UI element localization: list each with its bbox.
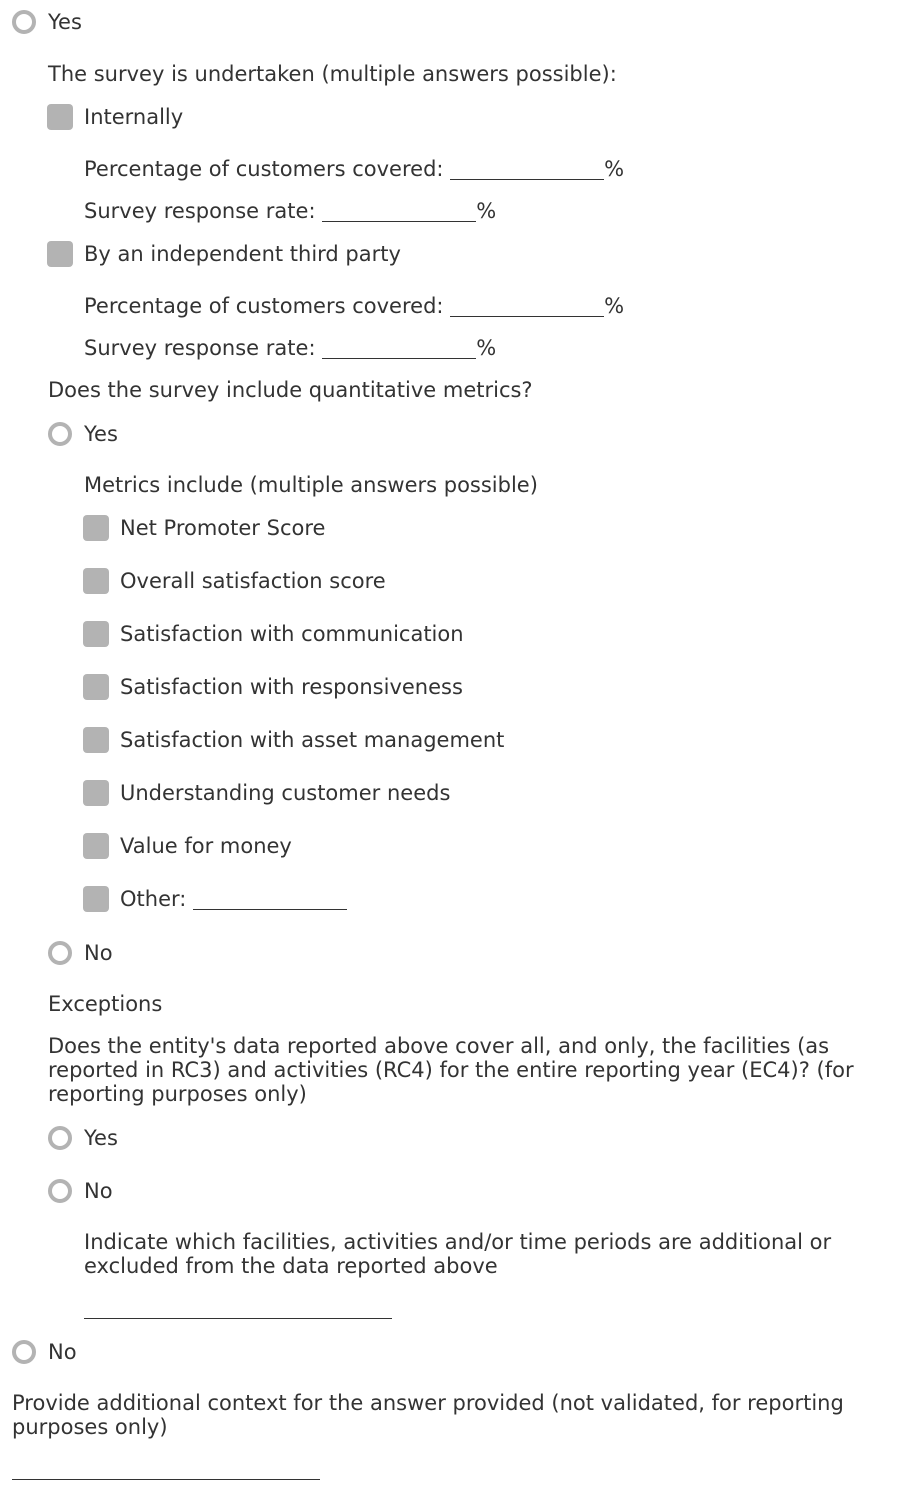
metric-label: Value for money [120, 834, 292, 858]
checkbox-metric[interactable] [83, 886, 109, 912]
metric-nps[interactable] [83, 515, 325, 541]
third-party-pct-label: Percentage of customers covered: [84, 294, 444, 318]
checkbox-metric[interactable] [83, 727, 109, 753]
option-internally[interactable] [47, 104, 183, 130]
exceptions-question: Does the entity's data reported above cover all, and only, the facilities (as reported in RC3) and activities (RC4) for the entire reporting year (EC4)? (for reporting purposes only) [48, 1034, 854, 1106]
radio-exceptions-yes[interactable] [48, 1126, 72, 1150]
metric-overall-satisfaction[interactable] [83, 568, 386, 594]
context-label: Provide additional context for the answer provided (not validated, for reporting purposes only) [12, 1391, 844, 1439]
option-third-party-label: By an independent third party [84, 242, 401, 266]
metric-label: Net Promoter Score [120, 516, 326, 540]
quant-question: Does the survey include quantitative metrics? [48, 378, 533, 402]
checkbox-metric[interactable] [83, 568, 109, 594]
option-internally-label: Internally [84, 105, 184, 129]
survey-undertaken-label: The survey is undertaken (multiple answers possible): [48, 62, 617, 86]
third-party-pct-unit: % [604, 294, 625, 318]
third-party-rate-input[interactable] [322, 338, 476, 359]
metric-customer-needs[interactable] [83, 780, 450, 806]
metric-value-for-money[interactable] [83, 833, 292, 859]
option-no[interactable] [12, 1340, 77, 1364]
radio-quant-yes[interactable] [48, 422, 72, 446]
checkbox-metric[interactable] [83, 780, 109, 806]
option-no-label: No [48, 1340, 77, 1364]
metric-other-input[interactable] [193, 889, 347, 910]
checkbox-metric[interactable] [83, 833, 109, 859]
checkbox-metric[interactable] [83, 621, 109, 647]
metric-label: Understanding customer needs [120, 781, 451, 805]
checkbox-metric[interactable] [83, 515, 109, 541]
context-input[interactable] [12, 1479, 320, 1480]
quant-option-no[interactable] [48, 941, 113, 965]
quant-option-yes-label: Yes [84, 422, 118, 446]
third-party-rate-unit: % [476, 336, 497, 360]
exceptions-heading: Exceptions [48, 992, 163, 1016]
metric-label: Satisfaction with asset management [120, 728, 505, 752]
quant-option-yes[interactable] [48, 422, 118, 446]
internally-pct-row [84, 157, 624, 181]
metric-label: Satisfaction with communication [120, 622, 464, 646]
internally-rate-unit: % [476, 199, 497, 223]
metric-label: Overall satisfaction score [120, 569, 386, 593]
metric-communication[interactable] [83, 621, 464, 647]
internally-rate-label: Survey response rate: [84, 199, 316, 223]
exceptions-indicate: Indicate which facilities, activities and/or time periods are additional or excluded from the data reported above [84, 1230, 832, 1278]
third-party-pct-row [84, 294, 624, 318]
radio-exceptions-no[interactable] [48, 1179, 72, 1203]
option-third-party[interactable] [47, 241, 401, 267]
radio-no[interactable] [12, 1340, 36, 1364]
internally-rate-row [84, 199, 496, 223]
exceptions-option-yes[interactable] [48, 1126, 118, 1150]
exceptions-indicate-input[interactable] [84, 1318, 392, 1319]
third-party-rate-row [84, 336, 496, 360]
quant-option-no-label: No [84, 941, 113, 965]
metric-label: Other: [120, 887, 187, 911]
metric-asset-management[interactable] [83, 727, 504, 753]
checkbox-internally[interactable] [47, 104, 73, 130]
internally-rate-input[interactable] [322, 201, 476, 222]
internally-pct-label: Percentage of customers covered: [84, 157, 444, 181]
option-yes-label: Yes [48, 10, 82, 34]
metric-label: Satisfaction with responsiveness [120, 675, 463, 699]
radio-yes[interactable] [12, 10, 36, 34]
metric-other[interactable] [83, 886, 347, 912]
metric-responsiveness[interactable] [83, 674, 463, 700]
checkbox-third-party[interactable] [47, 241, 73, 267]
third-party-pct-input[interactable] [450, 296, 604, 317]
exceptions-option-no-label: No [84, 1179, 113, 1203]
exceptions-option-yes-label: Yes [84, 1126, 118, 1150]
exceptions-option-no[interactable] [48, 1179, 113, 1203]
checkbox-metric[interactable] [83, 674, 109, 700]
internally-pct-input[interactable] [450, 159, 604, 180]
radio-quant-no[interactable] [48, 941, 72, 965]
third-party-rate-label: Survey response rate: [84, 336, 316, 360]
internally-pct-unit: % [604, 157, 625, 181]
option-yes[interactable] [12, 10, 82, 34]
metrics-label: Metrics include (multiple answers possible) [84, 473, 538, 497]
